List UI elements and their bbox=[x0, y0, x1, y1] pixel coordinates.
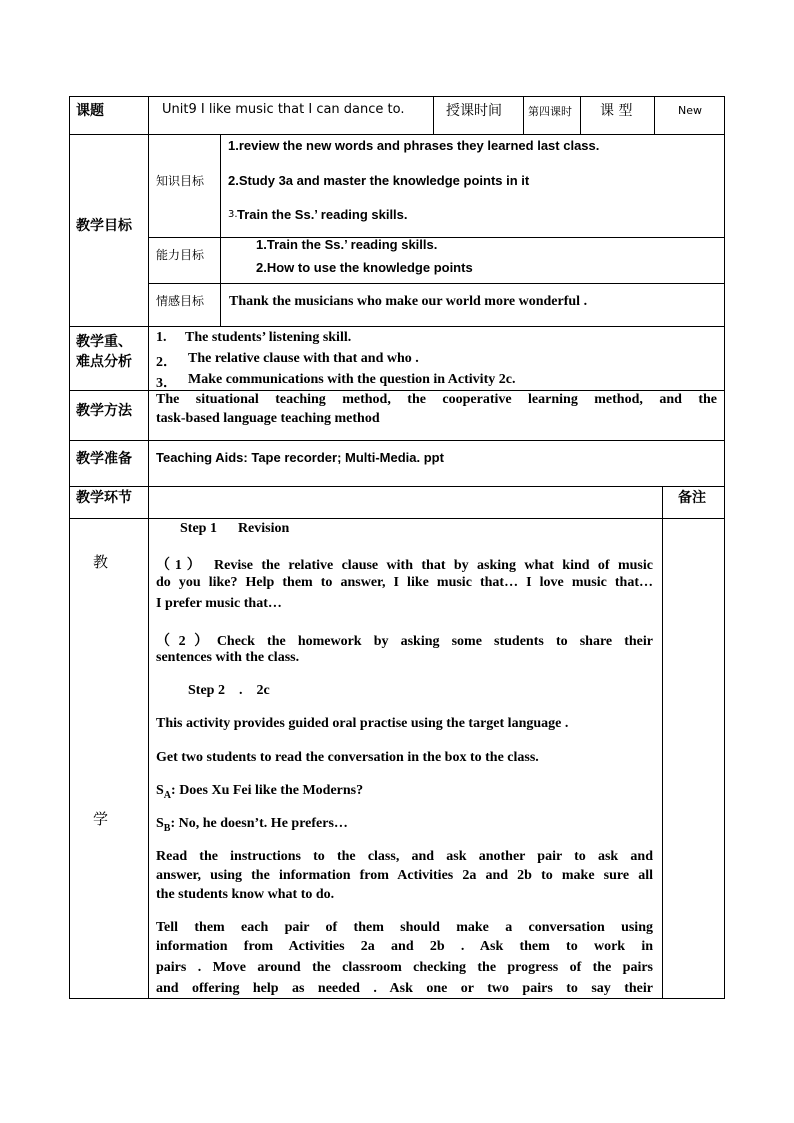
subject-value: Unit9 I like music that I can dance to. bbox=[162, 102, 405, 117]
col-divider bbox=[654, 96, 655, 135]
step1-title: Step 1 Revision bbox=[180, 521, 290, 536]
speaker-a-subscript: A bbox=[163, 789, 172, 801]
methods-line-1: The situational teaching method, the cooperative learning method, and the bbox=[156, 392, 717, 407]
dialogue-line-a bbox=[156, 783, 363, 801]
speaker-a-label: S bbox=[156, 783, 164, 798]
p1-line-1: （1） Revise the relative clause with that by asking what kind of music bbox=[156, 558, 653, 573]
p5-line-1: Read the instructions to the class, and ask another pair to ask and bbox=[156, 849, 653, 864]
remarks-label: 备注 bbox=[678, 490, 706, 506]
p4: Get two students to read the conversation in the box to the class. bbox=[156, 750, 539, 765]
process-side-char-1: 教 bbox=[93, 553, 109, 571]
ability-item-2: 2.How to use the knowledge points bbox=[256, 260, 473, 275]
col-divider bbox=[523, 96, 524, 135]
speaker-a-text: : Does Xu Fei like the Moderns? bbox=[171, 783, 364, 798]
methods-line-2: task-based language teaching method bbox=[156, 411, 380, 426]
key-point-1-number: 1. bbox=[156, 330, 167, 345]
step2-title: Step 2 . 2c bbox=[188, 683, 270, 698]
key-point-2-number: 2． bbox=[156, 355, 177, 370]
dialogue-line-b bbox=[156, 816, 348, 834]
p1-line-3: I prefer music that… bbox=[156, 596, 282, 611]
knowledge-item-2: 2.Study 3a and master the knowledge points in it bbox=[228, 173, 530, 188]
col-divider bbox=[662, 486, 663, 999]
emotion-text: Thank the musicians who make our world more wonderful . bbox=[229, 294, 588, 309]
p3: This activity provides guided oral practise using the target language . bbox=[156, 716, 569, 731]
row-divider bbox=[69, 326, 725, 327]
row-divider bbox=[69, 486, 725, 487]
row-divider bbox=[69, 518, 725, 519]
speaker-b-text: : No, he doesn’t. He prefers… bbox=[170, 816, 348, 831]
p5-line-3: the students know what to do. bbox=[156, 887, 335, 902]
row-divider bbox=[148, 283, 725, 284]
col-divider bbox=[580, 96, 581, 135]
ability-item-1: 1.Train the Ss.’ reading skills. bbox=[256, 237, 438, 252]
row-divider bbox=[69, 134, 725, 135]
p1-line-2: do you like? Help them to answer, I like music that… I love music that… bbox=[156, 575, 653, 590]
key-points-label-line1: 教学重、 bbox=[76, 334, 132, 350]
p5-line-2: answer, using the information from Activities 2a and 2b to make sure all bbox=[156, 868, 653, 883]
table-border-left bbox=[69, 96, 70, 999]
knowledge-item-3: Train the Ss.’ reading skills. bbox=[237, 207, 408, 222]
emotion-label: 情感目标 bbox=[156, 294, 205, 308]
preparation-label: 教学准备 bbox=[76, 451, 132, 467]
table-border-top bbox=[69, 96, 725, 97]
p2-line-1: （2）Check the homework by asking some students to share their bbox=[156, 634, 653, 649]
subject-label: 课题 bbox=[76, 103, 104, 119]
key-point-2: The relative clause with that and who . bbox=[188, 351, 419, 366]
methods-label: 教学方法 bbox=[76, 403, 132, 419]
process-side-char-2: 学 bbox=[93, 810, 109, 828]
key-point-1: The students’ listening skill. bbox=[185, 330, 352, 345]
time-value: 第四课时 bbox=[528, 105, 572, 118]
objectives-label: 教学目标 bbox=[76, 218, 132, 234]
preparation-text: Teaching Aids: Tape recorder; Multi-Media. ppt bbox=[156, 450, 444, 465]
p6-line-3: pairs . Move around the classroom checking the progress of the pairs bbox=[156, 960, 653, 975]
process-label: 教学环节 bbox=[76, 490, 132, 506]
p2-line-2: sentences with the class. bbox=[156, 650, 300, 665]
col-divider bbox=[433, 96, 434, 135]
p6-line-1: Tell them each pair of them should make a conversation using bbox=[156, 920, 653, 935]
ability-label: 能力目标 bbox=[156, 248, 205, 262]
row-divider bbox=[69, 440, 725, 441]
key-point-3: Make communications with the question in Activity 2c. bbox=[188, 372, 516, 387]
table-border-bottom bbox=[69, 998, 725, 999]
knowledge-label: 知识目标 bbox=[156, 174, 205, 188]
col-divider bbox=[148, 96, 149, 999]
time-label: 授课时间 bbox=[446, 103, 502, 119]
key-points-label-line2: 难点分析 bbox=[76, 354, 132, 370]
type-value: New bbox=[678, 104, 702, 117]
col-divider bbox=[220, 134, 221, 327]
table-border-right bbox=[724, 96, 725, 999]
p6-line-4: and offering help as needed . Ask one or two pairs to say their bbox=[156, 981, 653, 996]
p6-line-2: information from Activities 2a and 2b . Ask them to work in bbox=[156, 939, 653, 954]
knowledge-item-3-number: 3. bbox=[228, 209, 238, 220]
type-label: 课 型 bbox=[600, 103, 633, 119]
speaker-b-label: S bbox=[156, 816, 164, 831]
key-point-3-number: 3． bbox=[156, 376, 177, 391]
speaker-b-subscript: B bbox=[163, 822, 171, 834]
knowledge-item-1: 1.review the new words and phrases they learned last class. bbox=[228, 138, 600, 153]
